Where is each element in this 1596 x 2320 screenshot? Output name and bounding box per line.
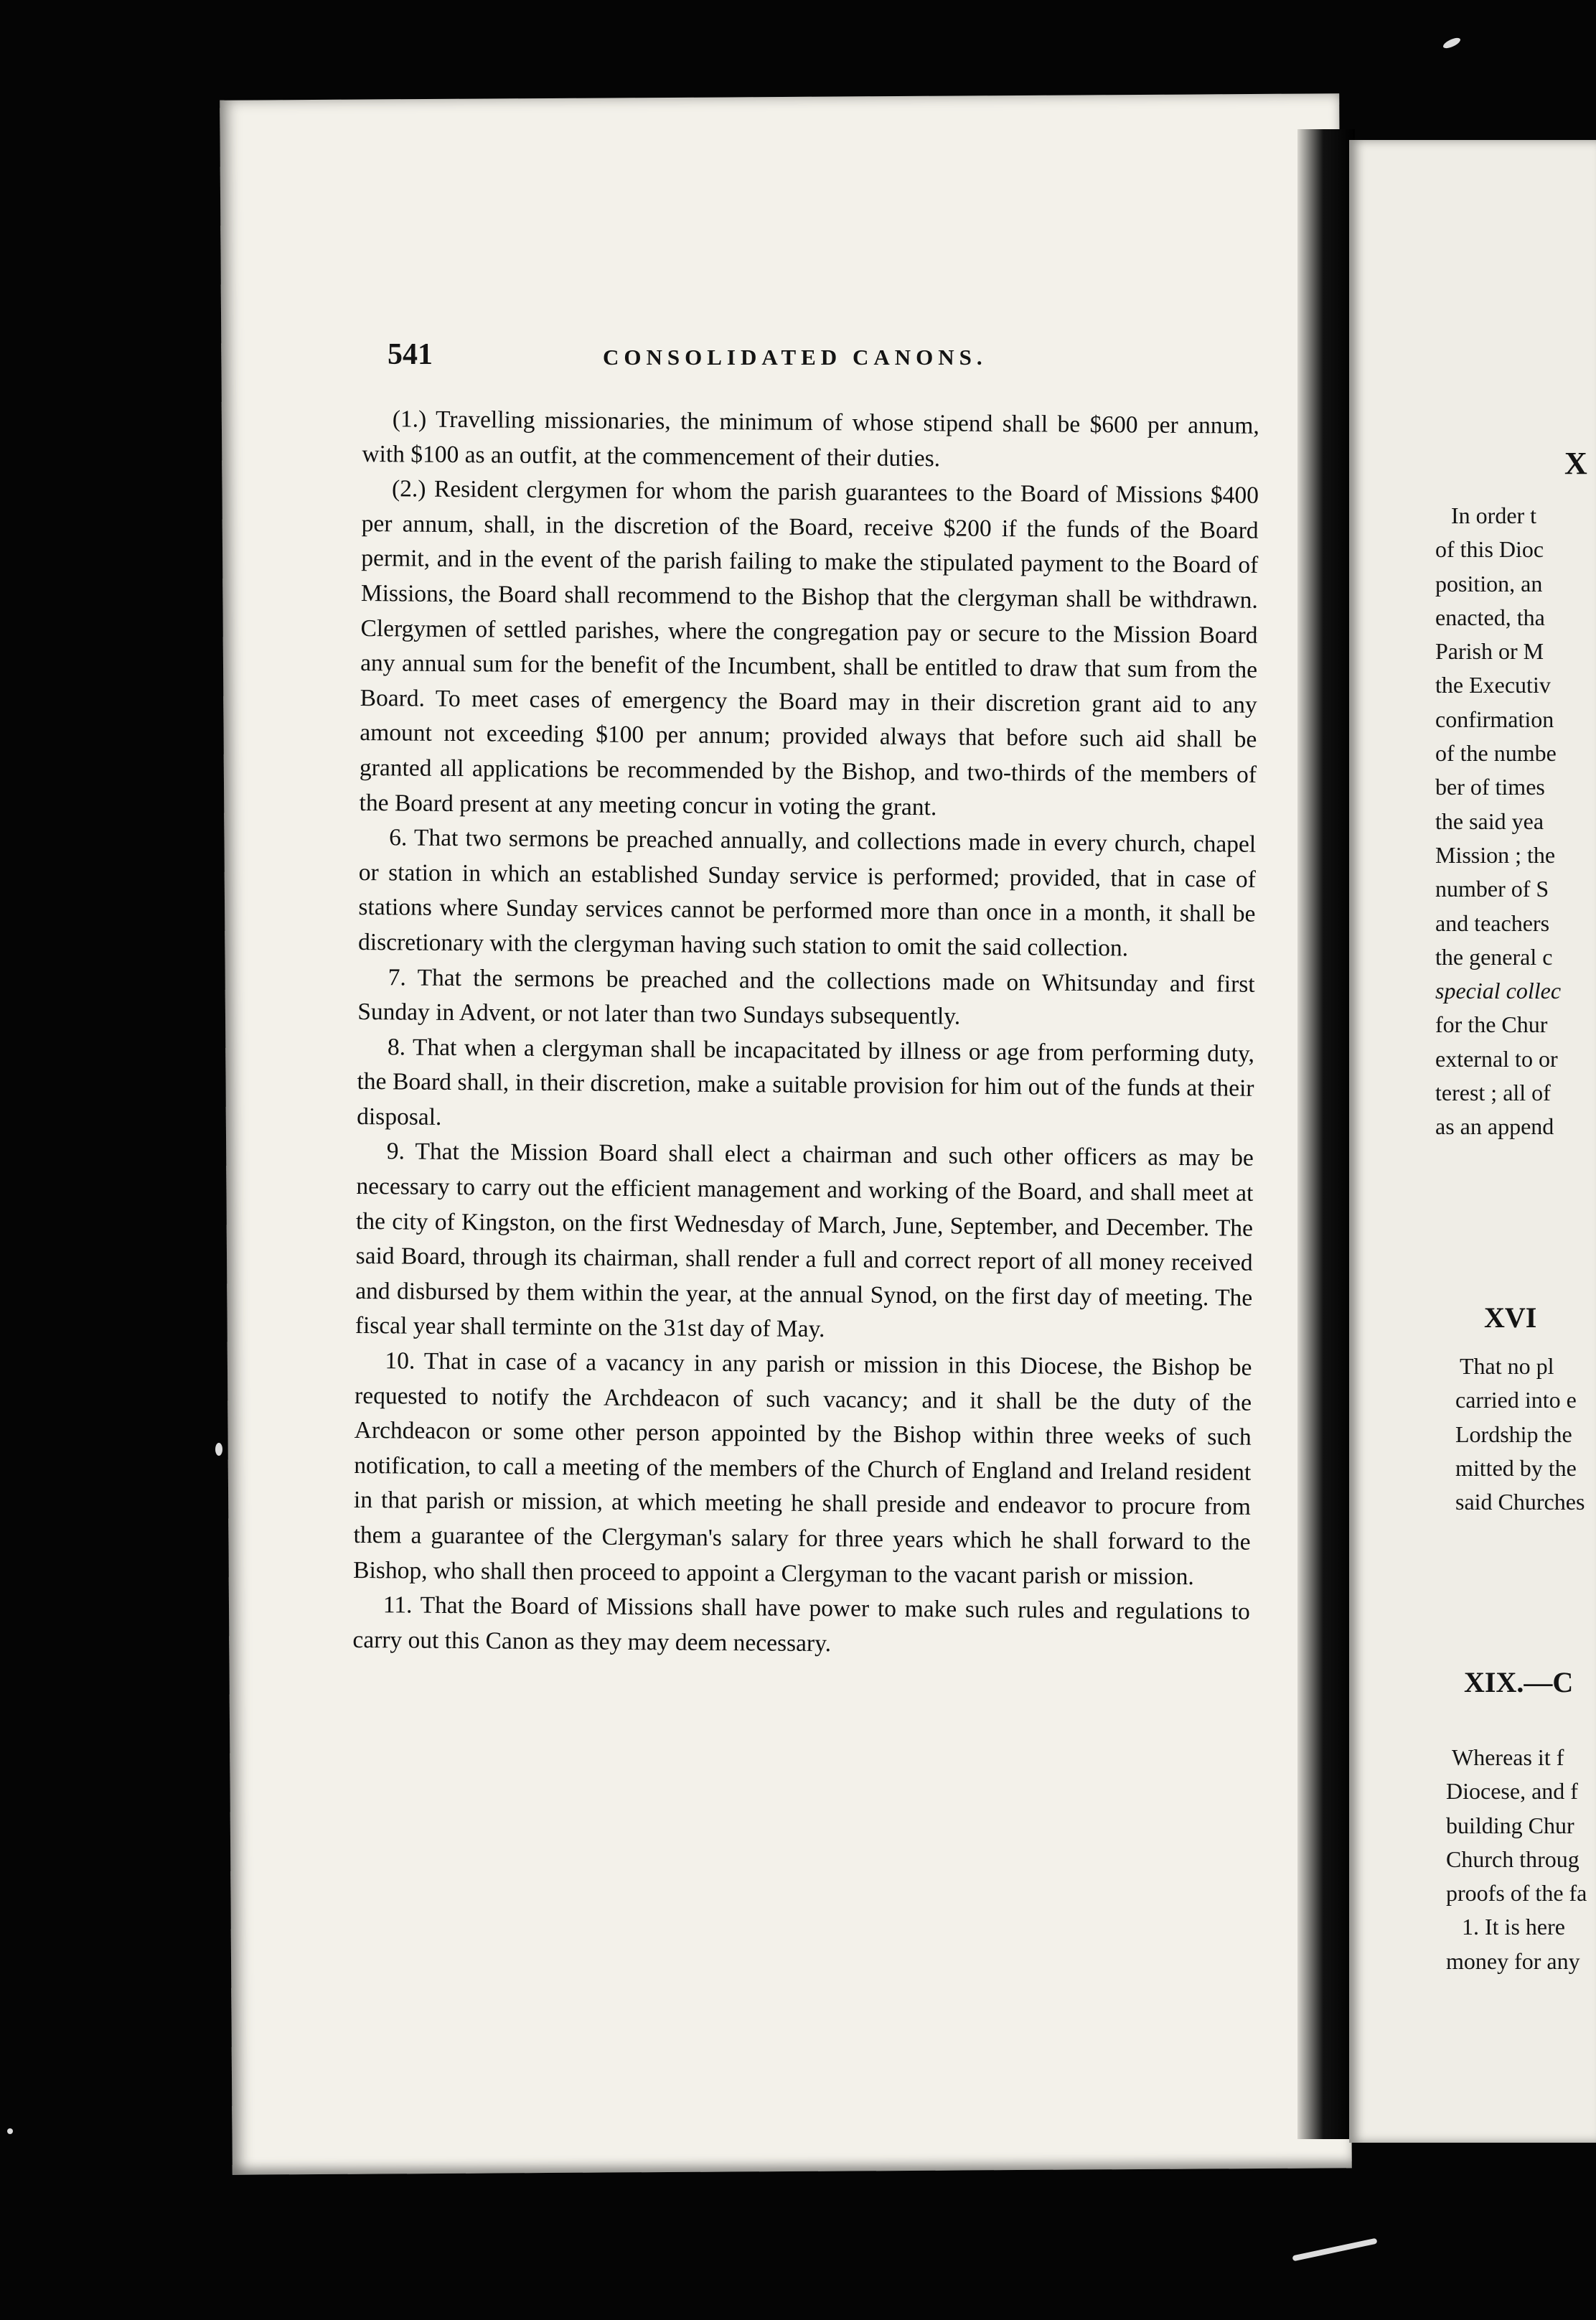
right-line: number of S bbox=[1435, 876, 1549, 902]
scan-speck bbox=[1442, 36, 1462, 50]
right-line: building Chur bbox=[1446, 1812, 1574, 1838]
paragraph-8-incapacitated: 8. That when a clergyman shall be incapacitated by illness or age from performing duty, the Board shall, in their discretion, make a suitable provision for him out of the funds at their disposal. bbox=[357, 1033, 1255, 1131]
canon-body-text bbox=[352, 402, 1259, 1665]
right-line: the Executiv bbox=[1435, 672, 1551, 698]
right-line: of the numbe bbox=[1435, 740, 1557, 767]
right-heading-xix: XIX.—C bbox=[1464, 1666, 1574, 1698]
right-block-1 bbox=[1435, 499, 1596, 1144]
running-head bbox=[388, 337, 1270, 380]
paragraph-11-rules: 11. That the Board of Missions shall have power to make such rules and regulations to carry out this Canon as they may deem necessary. bbox=[352, 1591, 1250, 1657]
right-line: terest ; all of bbox=[1435, 1080, 1551, 1106]
right-line: Parish or M bbox=[1435, 638, 1544, 665]
right-line: enacted, tha bbox=[1435, 604, 1545, 630]
right-line: Mission ; the bbox=[1435, 841, 1556, 868]
right-line: That no pl bbox=[1460, 1353, 1554, 1379]
paragraph-resident-clergymen: (2.) Resident clergymen for whom the parish guarantees to the Board of Missions $400 per annum, shall, in the discretion of the Board, receive $200 if the funds of the Board permit, and in the event of the parish failing to make the stipulated payment to the Board of Missions, the Board shall recommend to the Bishop that the clergyman shall be withdrawn. Clergymen of settled parishes, where the congregation pay or secure to the Mission Board any annual sum for the benefit of the Incumbent, shall be entitled to draw that sum from the Board. To meet cases of emergency the Board may in their discretion grant aid to any amount not exceeding $100 per annum; provided always that before such aid shall be granted all applications be recommended by the Bishop, and two-thirds of the members of the Board present at any meeting concur in voting the grant. bbox=[359, 475, 1259, 820]
page-number: 541 bbox=[388, 338, 433, 371]
right-line: 1. It is here bbox=[1462, 1914, 1565, 1940]
right-line: and teachers bbox=[1435, 909, 1550, 936]
scan-speck bbox=[1292, 2238, 1377, 2262]
right-block-3 bbox=[1446, 1741, 1596, 1978]
right-heading-x: X bbox=[1564, 446, 1587, 481]
right-line: proofs of the fa bbox=[1446, 1880, 1587, 1907]
right-line: carried into e bbox=[1455, 1387, 1577, 1413]
paragraph-6-sermons: 6. That two sermons be preached annually, and collections made in every church, chapel or station in which an established Sunday service is performed; provided, that in case of stations where Sunday services cannot be performed more than once in a month, it shall be discretionary with the clergyman having such station to omit the said collection. bbox=[357, 824, 1257, 962]
right-line: confirmation bbox=[1435, 706, 1554, 732]
book-gutter bbox=[1297, 129, 1355, 2139]
paragraph-7-whitsunday: 7. That the sermons be preached and the collections made on Whitsunday and first Sunday in Advent, or not later than two Sundays subsequently. bbox=[357, 963, 1255, 1030]
header-title: CONSOLIDATED CANONS. bbox=[603, 345, 987, 370]
right-line: for the Chur bbox=[1435, 1011, 1548, 1038]
right-line: Church throug bbox=[1446, 1846, 1579, 1872]
right-line: the said yea bbox=[1435, 808, 1544, 834]
right-line: In order t bbox=[1451, 502, 1537, 528]
right-line: position, an bbox=[1435, 570, 1543, 597]
paragraph-9-mission-board: 9. That the Mission Board shall elect a chairman and such other officers as may be necessary to carry out the efficient management and working of the Board, and shall meet at the city of Kingston, on the first Wednesday of March, June, September, and December. The said Board, through its chairman, shall render a full and correct report of all money received and disbursed by them within the year, at the annual Synod, on the first day of meeting. The fiscal year shall terminte on the 31st day of May. bbox=[355, 1138, 1254, 1343]
paragraph-10-vacancy: 10. That in case of a vacancy in any parish or mission in this Diocese, the Bishop be requested to notify the Archdeacon of such vacancy; and it shall be the duty of the Archdeacon or some other person appointed by the Bishop within three weeks of such notification, to call a meeting of the members of the Church of England and Ireland resident in that parish or mission, at which meeting he shall preside and endeavor to procure from them a guarantee of the Clergyman's salary for three years which he shall forward to the Bishop, who shall then proceed to appoint a Clergyman to the vacant parish or mission. bbox=[353, 1347, 1252, 1590]
right-line: special collec bbox=[1435, 978, 1562, 1004]
right-line: Whereas it f bbox=[1452, 1744, 1564, 1770]
right-line: the general c bbox=[1435, 943, 1553, 970]
right-line: external to or bbox=[1435, 1045, 1558, 1072]
right-line: ber of times bbox=[1435, 774, 1545, 800]
scan-speck bbox=[215, 1443, 222, 1456]
right-line: money for any bbox=[1446, 1947, 1580, 1974]
right-heading-xvi: XVI bbox=[1484, 1301, 1537, 1334]
right-line: mitted by the bbox=[1455, 1454, 1577, 1481]
right-line: as an append bbox=[1435, 1113, 1554, 1140]
right-block-2 bbox=[1455, 1350, 1596, 1519]
scan-speck bbox=[7, 2128, 13, 2134]
right-line: said Churches bbox=[1455, 1489, 1585, 1515]
paragraph-travelling-missionaries: (1.) Travelling missionaries, the minimum of whose stipend shall be $600 per annum, with $100 as an outfit, at the commencement of their duties. bbox=[362, 406, 1259, 472]
right-line: Lordship the bbox=[1455, 1421, 1572, 1447]
right-line: Diocese, and f bbox=[1446, 1778, 1578, 1805]
right-line: of this Dioc bbox=[1435, 536, 1544, 563]
